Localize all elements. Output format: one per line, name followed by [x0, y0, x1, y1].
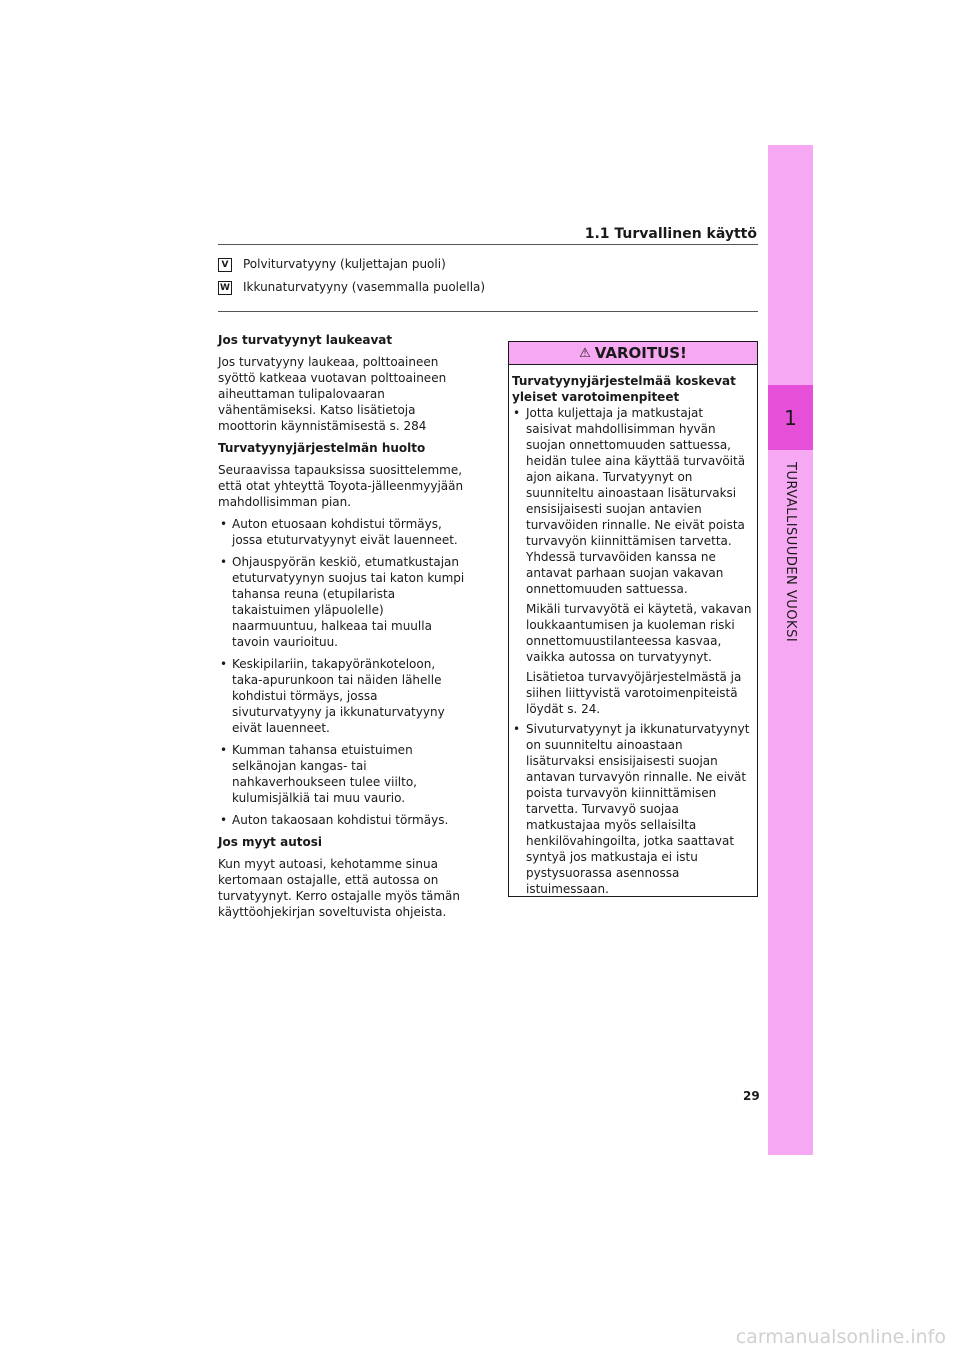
list-item: • Auton etuosaan kohdistui törmäys, jossa etuturvatyynyt eivät lauenneet. [218, 516, 468, 548]
warning-body [509, 365, 757, 897]
paragraph: Seuraavissa tapauksissa suosittelemme, että otat yhteyttä Toyota-jälleenmyyjään mahdollisimman pian. [218, 463, 464, 509]
chapter-number-tab[interactable]: 1 [768, 385, 813, 450]
warning-header [509, 342, 757, 365]
paragraph: • Jotta kuljettaja ja matkustajat saisivat mahdollisimman hyvän suojan onnettomuuden sattuessa, heidän tulee aina käyttää turvavöitä ajon aikana. Turvatyynyt on suunniteltu ainoastaan lisäturvaksi ensisijaisesti suojan antavien turvavöiden rinnalle. Ne eivät poista turvavyön kiinnittämisen tarvetta. Yhdessä turvavöiden kanssa ne antavat parhaan suojan vakavan onnettomuuden sattuessa. [526, 406, 746, 596]
legend-text: Polviturvatyyny (kuljettajan puoli) [243, 257, 446, 271]
paragraph: • Sivuturvatyynyt ja ikkunaturvatyynyt on suunniteltu ainoastaan lisäturvaksi ensisijaisesti suojan antavan turvavyön rinnalle. Ne eivät poista turvavyön kiinnittämisen tarvetta. Turvavyö suojaa matkustajaa myös sellaisilta henkilövahingoilta, jotka saattavat syntyä jos matkustaja ei istu pystysuorassa asennossa istuimessaan. [526, 722, 750, 896]
list-item: • Kumman tahansa etuistuimen selkänojan kangas- tai nahkaverhoukseen tulee viilto, kulumisjälkiä tai muu vaurio. [218, 742, 468, 806]
warning-list [512, 405, 752, 897]
legend-text: Ikkunaturvatyyny (vasemmalla puolella) [243, 280, 486, 294]
legend-item [218, 257, 518, 272]
paragraph: Jos turvatyyny laukeaa, polttoaineen syöttö katkeaa vuotavan polttoaineen aiheuttaman tulipalovaaran vähentämiseksi. Katso lisätietoja moottorin käynnistämisestä s. 284 [218, 355, 447, 433]
list-item [512, 721, 752, 897]
warning-label: VAROITUS! [594, 344, 687, 362]
legend-divider [218, 311, 758, 312]
paragraph: Lisätietoa turvavyöjärjestelmästä ja siihen liittyvistä varotoimenpiteistä löydät s. 24. [526, 670, 742, 716]
heading-selling-car: Jos myyt autosi [218, 835, 322, 849]
legend-key-v: V [218, 258, 232, 272]
list-item: • Ohjauspyörän keskiö, etumatkustajan etuturvatyynyn suojus tai katon kumpi tahansa reuna (etupilarista takaistuimen yläpuolelle) naarmuuntuu, halkeaa tai muulla tavoin vaurioituu. [218, 554, 468, 650]
warning-icon: ⚠ [579, 345, 591, 361]
page-number: 29 [743, 1089, 760, 1103]
warning-box [508, 341, 758, 897]
watermark: carmanualsonline.info [735, 1326, 946, 1348]
legend-key-w: W [218, 281, 232, 295]
heading-airbag-maintenance: Turvatyynyjärjestelmän huolto [218, 441, 426, 455]
paragraph: Mikäli turvavyötä ei käytetä, vakavan loukkaantumisen ja kuoleman riski onnettomuustilanteessa kasvaa, vaikka autossa on turvatyynyt. [526, 602, 752, 664]
list-item: • Auton takaosaan kohdistui törmäys. [218, 812, 468, 828]
paragraph: Kun myyt autoasi, kehotamme sinua kertomaan ostajalle, että autossa on turvatyynyt. Kerro ostajalle myös tämän käyttöohjekirjan soveltuvista ohjeista. [218, 857, 460, 919]
left-column [218, 332, 468, 926]
chapter-title-vertical: TURVALLISUUDEN VUOKSI [783, 462, 798, 643]
legend-item [218, 280, 518, 295]
warning-title: Turvatyynyjärjestelmää koskevat yleiset varotoimenpiteet [512, 374, 736, 404]
legend [218, 257, 518, 303]
section-header: 1.1 Turvallinen käyttö [584, 226, 757, 242]
heading-airbags-deploy: Jos turvatyynyt laukeavat [218, 333, 393, 347]
list-item [512, 405, 752, 717]
maintenance-list [218, 516, 468, 828]
header-divider [218, 244, 758, 245]
list-item: • Keskipilariin, takapyöränkoteloon, taka-apurunkoon tai näiden lähelle kohdistui törmäys, jossa sivuturvatyyny ja ikkunaturvatyyny eivät lauenneet. [218, 656, 468, 736]
